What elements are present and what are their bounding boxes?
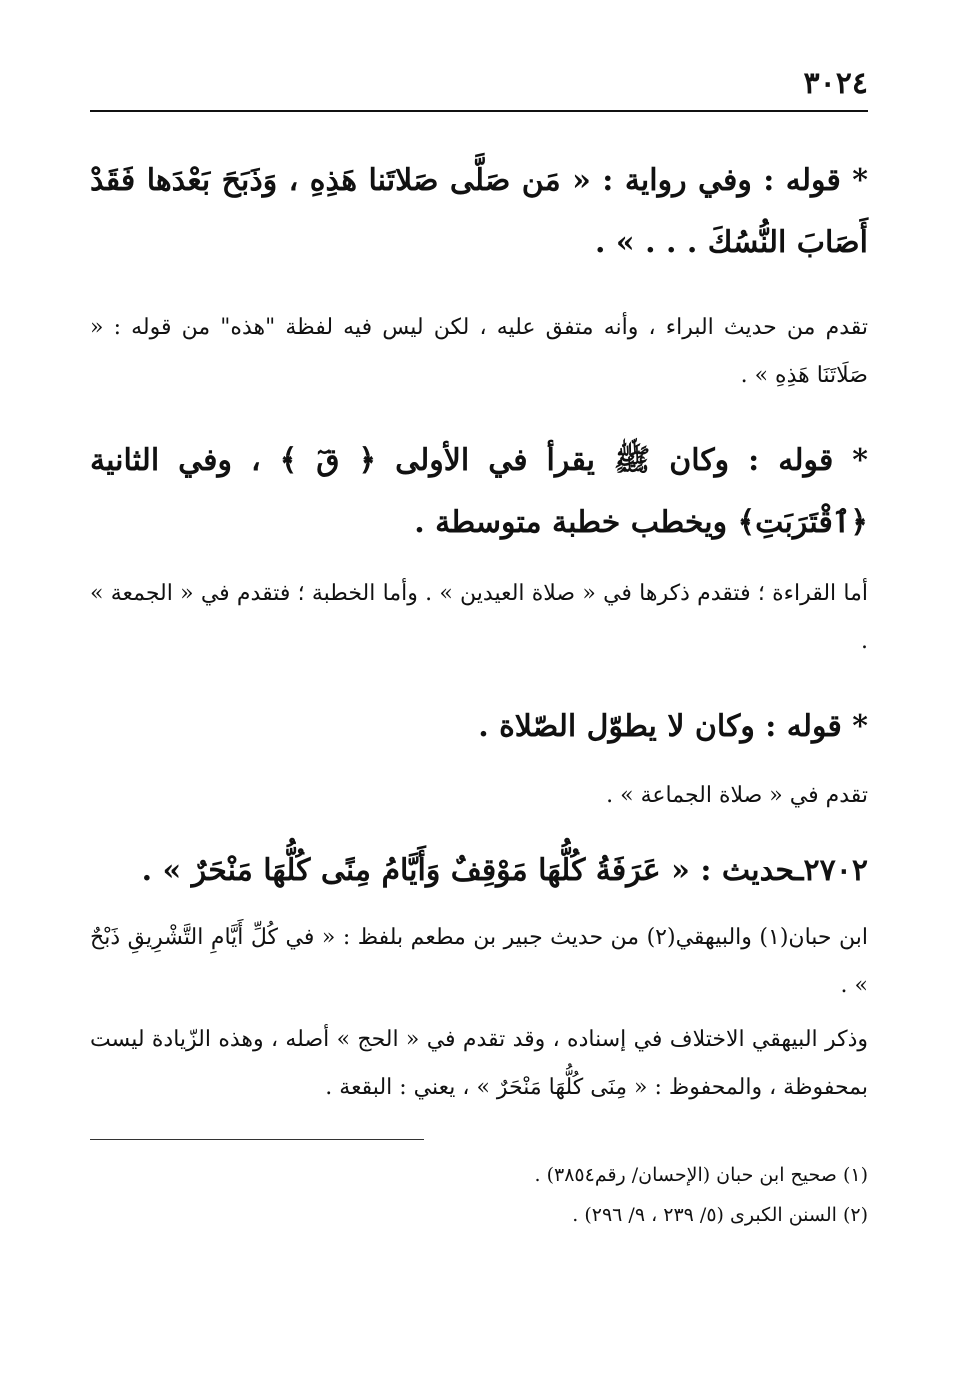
section-body: تقدم في « صلاة الجماعة » . (606, 783, 868, 808)
page-number: ٣٠٢٤ (803, 66, 868, 101)
hadith-heading: ٢٧٠٢ـحديث : « عَرَفَةُ كُلُّهَا مَوْقِفٌ وَأَيَّامُ مِنًى كُلُّهَا مَنْحَرٌ » . (141, 853, 868, 888)
footnote-rule (90, 1139, 424, 1140)
footnote-2: (٢) السنن الكبرى (٥/ ٢٣٩ ، ٩/ ٢٩٦) . (572, 1204, 868, 1226)
section-heading: * قوله : وكان ﷺ يقرأ في الأولى ﴿ قٓ ﴾ ، وفي الثانية ﴿ٱقْتَرَبَتِ﴾ ويخطب خطبة متوسطة . (90, 443, 868, 540)
section-body: أما القراءة ؛ فتقدم ذكرها في « صلاة العيدين » . وأما الخطبة ؛ فتقدم في « الجمعة » . (90, 581, 868, 654)
hadith-body-continued: وذكر البيهقي الاختلاف في إسناده ، وقد تقدم في « الحج » أصله ، وهذه الزّيادة ليست بمحفوظة ، والمحفوظ : « مِنَى كُلُّهَا مَنْحَرٌ » ، يعني : البقعة . (90, 1027, 868, 1100)
footnote-1: (١) صحيح ابن حبان (الإحسان/ رقم٣٨٥٤) . (534, 1164, 868, 1186)
header-rule (90, 110, 868, 112)
hadith-body: ابن حبان(١) والبيهقي(٢) من حديث جبير بن مطعم بلفظ : « في كُلِّ أَيَّامِ التَّشْرِيقِ ذَبْحٌ » . (90, 925, 868, 998)
section-heading: * قوله : وكان لا يطوّل الصّلاة . (478, 709, 868, 744)
section-body: تقدم من حديث البراء ، وأنه متفق عليه ، لكن ليس فيه لفظة "هذه" من قوله : « صَلَاتَنَا هَذِهِ » . (90, 315, 868, 388)
section-heading: * قوله : وفي رواية : « مَن صَلَّى صَلاتَنا هَذِهِ ، وَذَبَحَ بَعْدَها فَقَدْ أَصَابَ النُّسُكَ . . . » . (90, 163, 868, 260)
